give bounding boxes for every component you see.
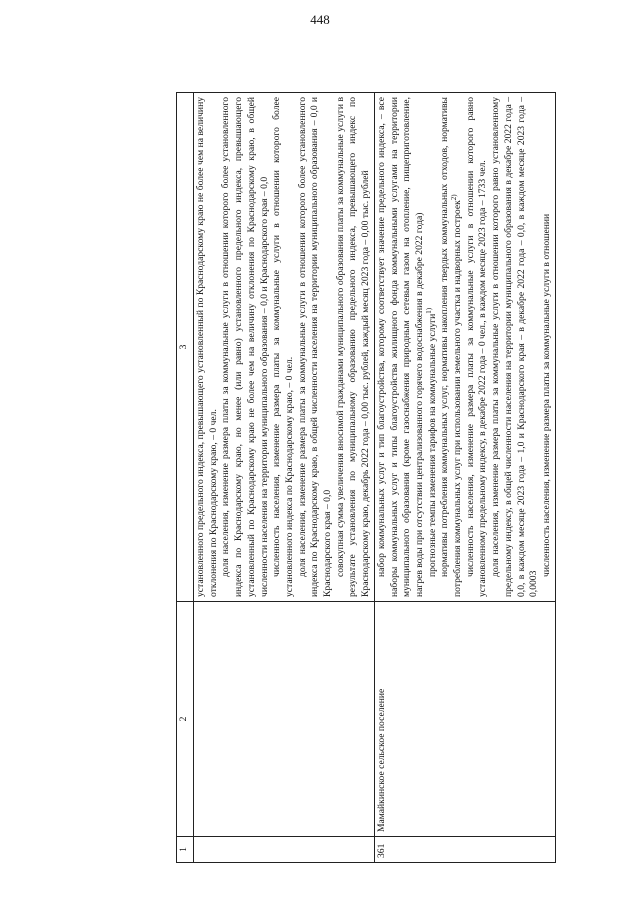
indicator-text: установленного предельного индекса, превышающего установленный по Краснодарскому краю не более чем на величину отклонения по Краснодарскому краю, – 0 чел. (195, 97, 219, 597)
indicator-text: прогнозные темпы изменения тарифов на коммунальные услуги (426, 313, 438, 577)
row-number-cell (194, 837, 375, 863)
indicator-text: доля населения, изменение размера платы за коммунальные услуги в отношении которого равно установленному предельному индексу, в общей численности населения на территории муниципального образования в декабре 2022 года – 0,0, в каждом месяце 2023 года – 1,0 и Краснодарского края – в декабре 2022 года – 0,0, в каждом месяце 2023 года – 0,0003 (490, 97, 540, 597)
indicator-text: доля населения, изменение размера платы за коммунальные услуги в отношении которого более установленного индекса по Краснодарскому краю, в общей численности населения на территории муниципального образования – 0,0 и Краснодарского края – 0,0 (296, 97, 334, 597)
indicator-paragraph (271, 97, 296, 597)
indicator-text: доля населения, изменение размера платы за коммунальные услуги в отношении которого более установленного индекса по Краснодарскому краю, но менее (или равно) установленного предельного индекса, превышающего установленный по Краснодарскому краю не более чем на величину отклонения по Краснодарскому краю, в общей численности населения на территории муниципального образования – 0,0 и Краснодарского края – 0,0 (220, 97, 270, 597)
indicator-paragraph (297, 97, 335, 597)
indicator-paragraph (490, 97, 541, 597)
indicator-text: численность населения, изменение размера платы за коммунальные услуги в отношении которого равно установленному предельному индексу, в декабре 2022 года – 0 чел., в каждом месяце 2023 года – 1733 чел. (464, 97, 489, 597)
table-row (374, 93, 555, 863)
municipality-name-cell: Мамайкинское сельское поселение (374, 602, 555, 837)
indicator-paragraph (541, 97, 554, 597)
indicators-cell (194, 93, 375, 602)
indicator-text: численность населения, изменение размера платы за коммунальные услуги в отношении (540, 213, 552, 577)
indicator-text: совокупная сумма увеличения вносимой гражданами муниципального образования платы за коммунальные услуги в результате установления по муниципальному образованию предельного индекса, превышающего индекс по Краснодарскому краю, декабрь 2022 года – 0,00 тыс. рублей, каждый месяц 2023 года – 0,00 тыс. рублей (334, 97, 372, 597)
page-number: 448 (310, 12, 330, 27)
indicator-paragraph (424, 97, 440, 597)
data-table (176, 92, 556, 863)
municipality-name-cell (194, 602, 375, 837)
indicator-paragraph (376, 97, 427, 597)
rotated-table-container (176, 93, 552, 863)
indicator-paragraph (439, 97, 464, 597)
column-header-3: 3 (177, 93, 194, 602)
indicator-paragraph (195, 97, 220, 597)
table-row (194, 93, 375, 863)
header-row (177, 93, 194, 863)
indicator-text: численность населения, изменение размера платы за коммунальные услуги в отношении которого более установленного индекса по Краснодарскому краю, – 0 чел. (271, 97, 295, 597)
indicator-text: нормативы потребления коммунальных услуг, нормативы накопления твердых коммунальных отходов, нормативы потребления коммунальных услуг при использовании земельного участка и надворных построек (439, 97, 464, 597)
column-header-2: 2 (177, 602, 194, 837)
indicator-paragraph (220, 97, 271, 597)
indicators-cell (374, 93, 555, 602)
row-number-cell: 361 (374, 837, 555, 863)
footnote-marker: 2) (449, 194, 458, 201)
footnote-marker: 1) (424, 307, 433, 314)
indicator-paragraph (465, 97, 490, 597)
column-header-1: 1 (177, 837, 194, 863)
indicator-text: набор коммунальных услуг и тип благоустройства, которому соответствует значение предельного индекса, – все наборы коммунальных услуг и типы благоустройства жилищного фонда коммунальными услугами на территории муниципального образования (кроме газоснабжения природным сетевым газом на отопление, пищеприготовление, нагрев воды при отсутствии централизованного горячего водоснабжения в декабре 2022 года) (375, 97, 425, 597)
indicator-paragraph (335, 97, 373, 597)
